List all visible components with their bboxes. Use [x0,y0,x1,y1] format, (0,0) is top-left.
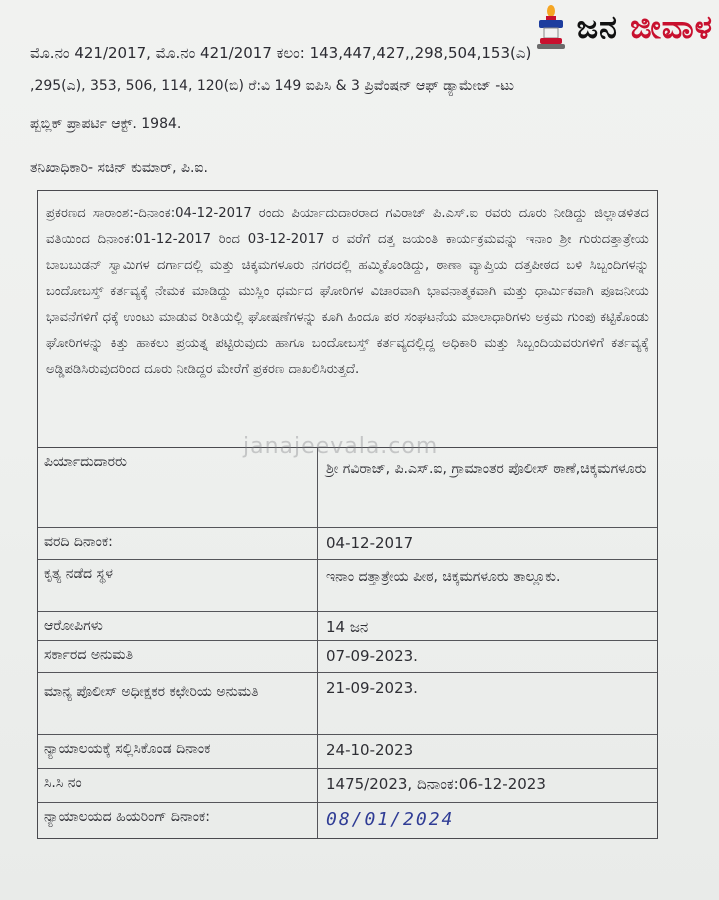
table-row-govt-permission [38,641,657,673]
table-row-hearing-date [38,803,657,838]
row-label: ವರದಿ ದಿನಾಂಕ: [38,528,318,559]
row-label: ಸಿ.ಸಿ ನಂ [38,769,318,802]
row-label: ಸರ್ಕಾರದ ಅನುಮತಿ [38,641,318,672]
case-summary [38,191,657,448]
row-label: ನ್ಯಾಯಾಲಯಕ್ಕೆ ಸಲ್ಲಿಸಿಕೊಂಡ ದಿನಾಂಕ [38,735,318,768]
table-row-accused [38,612,657,641]
case-number-line-1: ಮೊ.ನಂ 421/2017, ಮೊ.ನಂ 421/2017 ಕಲಂ: 143,447,427,,298,504,153(ಎ) [30,44,532,62]
row-value: 14 ಜನ [326,618,369,636]
row-value: 1475/2023, ದಿನಾಂಕ:06-12-2023 [326,775,546,793]
logo-text [577,3,713,51]
row-label: ಆರೋಪಿಗಳು [38,612,318,640]
row-label: ಕೃತ್ಯ ನಡೆದ ಸ್ಥಳ [38,560,318,611]
handwritten-hearing-date: 08/01/2024 [326,809,455,830]
table-row-complainant [38,448,657,528]
row-value: ಶ್ರೀ ಗವಿರಾಜ್, ಪಿ.ಎಸ್.ಐ, ಗ್ರಾಮಾಂತರ ಪೊಲೀಸ್ ಠಾಣೆ,ಚಿಕ್ಕಮಗಳೂರು [326,461,647,477]
row-label: ಪಿರ್ಯಾದುದಾರರು [38,448,318,527]
row-value [318,803,657,838]
row-value: 04-12-2017 [326,534,414,552]
row-label: ನ್ಯಾಯಾಲಯದ ಹಿಯರಿಂಗ್ ದಿನಾಂಕ: [38,803,318,838]
investigating-officer: ತನಿಖಾಧಿಕಾರಿ- ಸಚಿನ್ ಕುಮಾರ್, ಪಿ.ಐ. [30,160,208,176]
logo-text-jana: ಜನ [576,8,618,46]
table-row-cc-number [38,769,657,803]
watermark: janajeevala.com [243,434,439,459]
logo-text-jeevala: ಜೀವಾಳ [630,8,713,46]
row-value: 24-10-2023 [326,741,414,759]
table-row-sp-permission [38,673,657,735]
table-row-court-submission-date [38,735,657,769]
row-value: 21-09-2023. [326,679,418,697]
lamp-emblem-icon [531,3,571,51]
case-number-line-2: ,295(ಎ), 353, 506, 114, 120(ಬಿ) ರೆ:ವಿ 149 ಐಪಿಸಿ & 3 ಪ್ರಿವೆಂಷನ್ ಆಫ್ ಡ್ಯಾಮೇಜ್ -ಟು [30,78,514,94]
row-value: ಇನಾಂ ದತ್ತಾತ್ರೇಯ ಪೀಠ, ಚಿಕ್ಕಮಗಳೂರು ತಾಲ್ಲೂಕು. [326,569,561,585]
table-row-crime-location [38,560,657,612]
janajeevala-logo [531,2,713,52]
row-value: 07-09-2023. [326,647,418,665]
case-number-line-3: ಪ್ಬಬ್ಲಿಕ್ ಪ್ರಾಪರ್ಟಿ ಆಕ್ಟ್. 1984. [30,116,182,132]
row-label: ಮಾನ್ಯ ಪೊಲೀಸ್ ಅಧೀಕ್ಷಕರ ಕಛೇರಿಯ ಅನುಮತಿ [38,673,318,734]
case-summary-text: ಪ್ರಕರಣದ ಸಾರಾಂಶ:-ದಿನಾಂಕ:04-12-2017 ರಂದು ಪಿರ್ಯಾದುದಾರರಾದ ಗವಿರಾಜ್ ಪಿ.ಎಸ್.ಐ ರವರು ದೂರು ನೀಡಿದ್ದು ಜಿಲ್ಲಾಡಳಿತದ ವತಿಯಿಂದ ದಿನಾಂಕ:01-12-2017 ರಿಂದ 03-12-2017 ರ ವರೆಗೆ ದತ್ತ ಜಯಂತಿ ಕಾರ್ಯಕ್ರಮವನ್ನು ಇನಾಂ ಶ್ರೀ ಗುರುದತ್ತಾತ್ರೇಯ ಬಾಬಬುಡನ್ ಸ್ವಾಮಿಗಳ ದರ್ಗಾದಲ್ಲಿ ಮತ್ತು ಚಿಕ್ಕಮಗಳೂರು ನಗರದಲ್ಲಿ ಹಮ್ಮಿಕೊಂಡಿದ್ದು, ಠಾಣಾ ವ್ಯಾಪ್ತಿಯ ದತ್ತಪೀಠದ ಬಳಿ ಸಿಬ್ಬಂದಿಗಳನ್ನು ಬಂದೋಬಸ್ತ್ ಕರ್ತವ್ಯಕ್ಕೆ ನೇಮಕ ಮಾಡಿದ್ದು ಮುಸ್ಲಿಂ ಧರ್ಮದ ಘೋರಿಗಳ ವಿಚಾರವಾಗಿ ಭಾವನಾತ್ಮಕವಾಗಿ ಮತ್ತು ಧಾರ್ಮಿಕವಾಗಿ ಪೂಜನೀಯ ಭಾವನೆಗಳಿಗೆ ಧಕ್ಕೆ ಉಂಟು ಮಾಡುವ ರೀತಿಯಲ್ಲಿ ಘೋಷಣೆಗಳನ್ನು ಕೂಗಿ ಹಿಂದೂ ಪರ ಸಂಘಟನೆಯ ಮಾಲಾಧಾರಿಗಳು ಅಕ್ರಮ ಗುಂಪು ಕಟ್ಟಿಕೊಂಡು ಘೋರಿಗಳನ್ನು ಕಿತ್ತು ಹಾಕಲು ಪ್ರಯತ್ನ ಪಟ್ಟಿರುವುದು ಹಾಗೂ ಬಂದೋಬಸ್ತ್ ಕರ್ತವ್ಯದಲ್ಲಿದ್ದ ಅಧಿಕಾರಿ ಮತ್ತು ಸಿಬ್ಬಂದಿಯವರುಗಳಿಗೆ ಕರ್ತವ್ಯಕ್ಕೆ ಅಡ್ಡಿಪಡಿಸಿರುವುದರಿಂದ ದೂರು ನೀಡಿದ್ದರ ಮೇರೆಗೆ ಪ್ರಕರಣ ದಾಖಲಿಸಿರುತ್ತದೆ. [46,206,649,377]
table-row-report-date [38,528,657,560]
case-details-table [37,190,658,839]
